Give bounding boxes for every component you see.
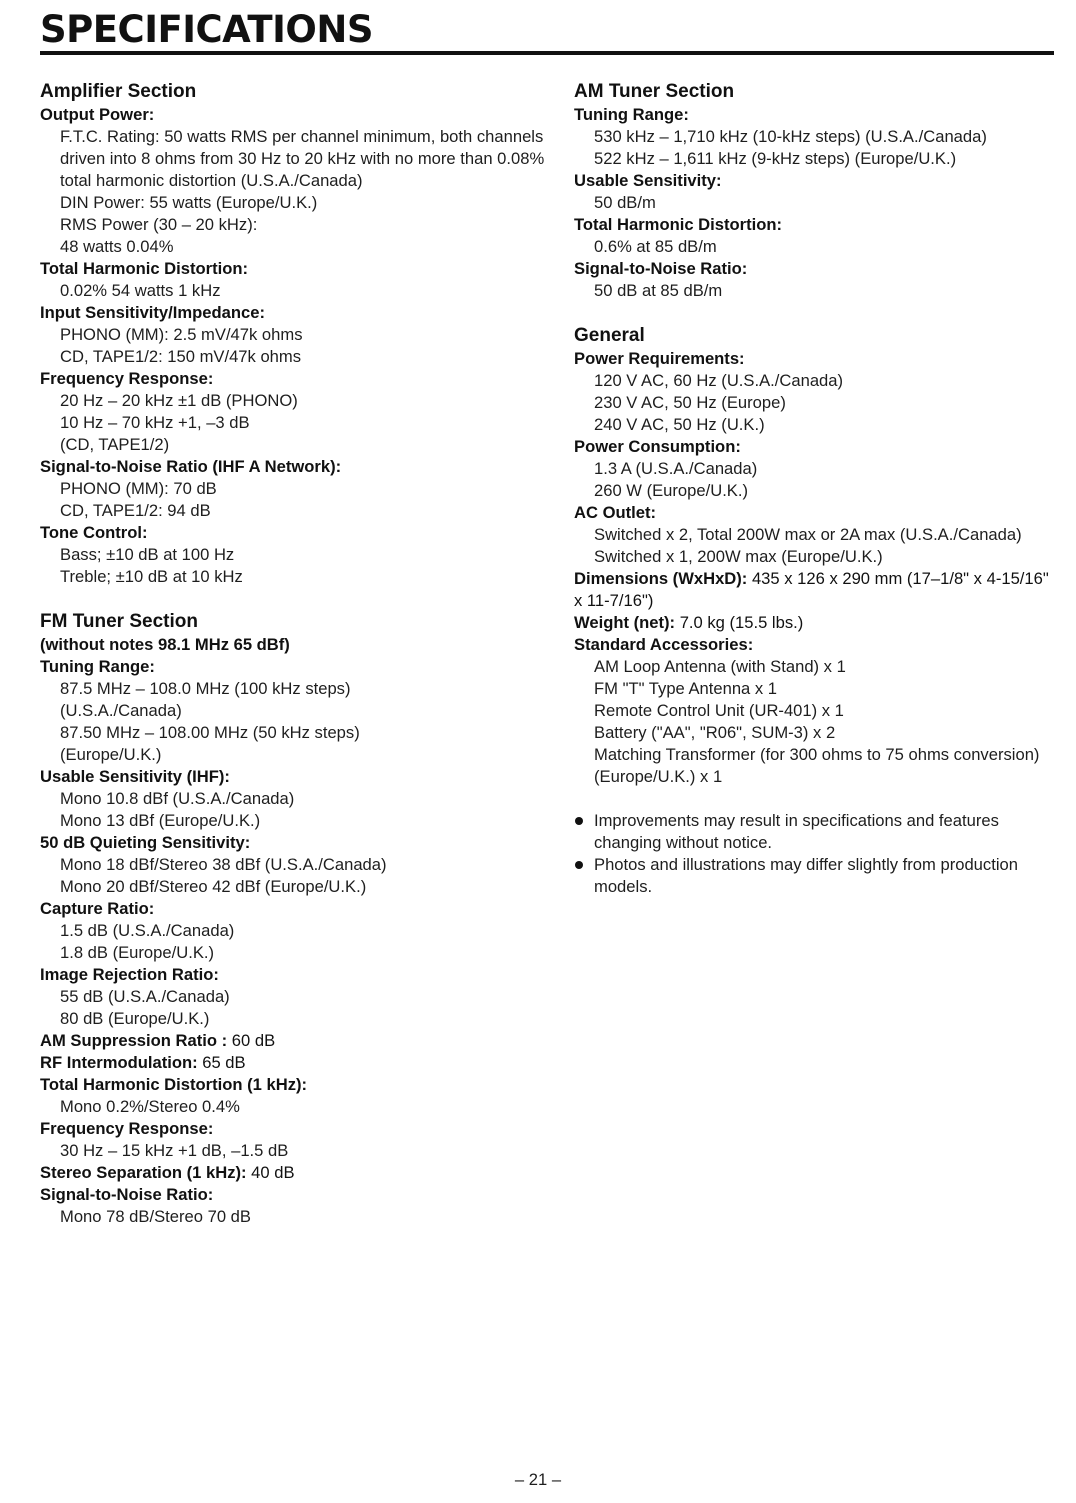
spec-value: Treble; ±10 dB at 10 kHz	[60, 567, 243, 586]
spec-label-text: Signal-to-Noise Ratio:	[40, 1185, 214, 1204]
spec-section	[40, 80, 550, 588]
note-item	[574, 810, 1054, 854]
spec-label	[40, 1030, 550, 1052]
section-subtitle: (without notes 98.1 MHz 65 dBf)	[40, 635, 290, 654]
spec-label-text: Dimensions (WxHxD):	[574, 569, 748, 588]
spec-label	[40, 832, 550, 854]
spec-value: 0.02% 54 watts 1 kHz	[60, 281, 221, 300]
spec-label-text: Input Sensitivity/Impedance:	[40, 303, 265, 322]
spec-value: PHONO (MM): 2.5 mV/47k ohms	[60, 325, 303, 344]
spec-value: 30 Hz – 15 kHz +1 dB, –1.5 dB	[60, 1141, 289, 1160]
spec-value: 120 V AC, 60 Hz (U.S.A./Canada)	[594, 371, 844, 390]
spec-value: F.T.C. Rating: 50 watts RMS per channel minimum, both channels driven into 8 ohms from 30 Hz to 20 kHz with no more than 0.08% total harmonic distortion (U.S.A./Canada)	[60, 127, 545, 190]
spec-value: 240 V AC, 50 Hz (U.K.)	[594, 415, 765, 434]
spec-value: 0.6% at 85 dB/m	[594, 237, 717, 256]
spec-item	[574, 258, 1054, 302]
spec-label	[574, 258, 1054, 280]
spec-label-text: Image Rejection Ratio:	[40, 965, 219, 984]
spec-value: 522 kHz – 1,611 kHz (9-kHz steps) (Europe/U.K.)	[594, 149, 957, 168]
page-number: – 21 –	[514, 1470, 562, 1489]
section-title: General	[574, 325, 645, 346]
page-title: SPECIFICATIONS	[40, 8, 373, 51]
spec-label	[40, 456, 550, 478]
spec-label	[40, 766, 550, 788]
spec-value: 55 dB (U.S.A./Canada)	[60, 987, 230, 1006]
spec-label-text: Tone Control:	[40, 523, 148, 542]
spec-label	[574, 348, 1054, 370]
spec-value: Mono 0.2%/Stereo 0.4%	[60, 1097, 240, 1116]
note-item	[574, 854, 1054, 898]
spec-value: FM "T" Type Antenna x 1	[594, 679, 778, 698]
spec-value: (Europe/U.K.)	[60, 745, 162, 764]
spec-label	[40, 898, 550, 920]
spec-value: AM Loop Antenna (with Stand) x 1	[594, 657, 846, 676]
spec-item	[40, 1030, 550, 1052]
spec-label-text: AC Outlet:	[574, 503, 657, 522]
spec-section	[40, 610, 550, 1228]
spec-label	[40, 258, 550, 280]
spec-label	[574, 104, 1054, 126]
note-text: Improvements may result in specifications and features changing without notice.	[594, 811, 999, 852]
spec-label-text: Usable Sensitivity:	[574, 171, 722, 190]
spec-inline-value: 40 dB	[246, 1163, 295, 1182]
spec-value: Mono 78 dB/Stereo 70 dB	[60, 1207, 251, 1226]
spec-value: DIN Power: 55 watts (Europe/U.K.)	[60, 193, 318, 212]
spec-label	[574, 214, 1054, 236]
spec-label-text: Standard Accessories:	[574, 635, 754, 654]
spec-label	[574, 568, 1054, 612]
spec-label-text: 50 dB Quieting Sensitivity:	[40, 833, 251, 852]
spec-item	[40, 302, 550, 368]
spec-label-text: Total Harmonic Distortion (1 kHz):	[40, 1075, 308, 1094]
spec-item	[40, 1074, 550, 1118]
spec-value: Switched x 2, Total 200W max or 2A max (U.S.A./Canada)	[594, 525, 1022, 544]
spec-item	[40, 522, 550, 588]
left-column	[40, 80, 550, 1228]
note-text: Photos and illustrations may differ slightly from production models.	[594, 855, 1018, 896]
spec-label-text: Signal-to-Noise Ratio (IHF A Network):	[40, 457, 342, 476]
spec-value: 87.50 MHz – 108.00 MHz (50 kHz steps)	[60, 723, 360, 742]
spec-item	[574, 348, 1054, 436]
spec-label-text: Stereo Separation (1 kHz):	[40, 1163, 247, 1182]
spec-value: Switched x 1, 200W max (Europe/U.K.)	[594, 547, 883, 566]
spec-value: PHONO (MM): 70 dB	[60, 479, 217, 498]
spec-section	[574, 80, 1054, 302]
spec-value: Remote Control Unit (UR-401) x 1	[594, 701, 844, 720]
notes-list	[574, 810, 1054, 898]
spec-label-text: Weight (net):	[574, 613, 676, 632]
spec-label-text: Frequency Response:	[40, 369, 214, 388]
spec-item	[574, 104, 1054, 170]
spec-label	[40, 1184, 550, 1206]
spec-value: CD, TAPE1/2: 150 mV/47k ohms	[60, 347, 302, 366]
spec-value: 530 kHz – 1,710 kHz (10-kHz steps) (U.S.A./Canada)	[594, 127, 987, 146]
spec-value: Bass; ±10 dB at 100 Hz	[60, 545, 235, 564]
spec-value: Battery ("AA", "R06", SUM-3) x 2	[594, 723, 836, 742]
right-column	[574, 80, 1054, 898]
spec-section	[574, 324, 1054, 788]
section-title: Amplifier Section	[40, 81, 197, 102]
spec-label-text: AM Suppression Ratio :	[40, 1031, 228, 1050]
spec-value: CD, TAPE1/2: 94 dB	[60, 501, 211, 520]
spec-label-text: Frequency Response:	[40, 1119, 214, 1138]
spec-item	[40, 104, 550, 258]
spec-value: Mono 10.8 dBf (U.S.A./Canada)	[60, 789, 295, 808]
spec-item	[40, 766, 550, 832]
spec-label-text: Tuning Range:	[40, 657, 155, 676]
spec-item	[574, 612, 1054, 634]
spec-value: 1.3 A (U.S.A./Canada)	[594, 459, 758, 478]
spec-item	[574, 502, 1054, 568]
spec-item	[40, 964, 550, 1030]
spec-label-text: Tuning Range:	[574, 105, 689, 124]
spec-inline-value: 60 dB	[227, 1031, 276, 1050]
bullet-icon	[575, 861, 583, 869]
spec-item	[40, 258, 550, 302]
spec-label	[40, 1052, 550, 1074]
spec-label-text: Output Power:	[40, 105, 155, 124]
section-title: AM Tuner Section	[574, 81, 735, 102]
spec-inline-value: 65 dB	[197, 1053, 246, 1072]
spec-item	[40, 456, 550, 522]
spec-label-text: RF Intermodulation:	[40, 1053, 198, 1072]
spec-item	[40, 832, 550, 898]
spec-item	[40, 368, 550, 456]
spec-label	[40, 522, 550, 544]
spec-value: 260 W (Europe/U.K.)	[594, 481, 749, 500]
spec-label-text: Total Harmonic Distortion:	[40, 259, 249, 278]
spec-value: 50 dB at 85 dB/m	[594, 281, 723, 300]
spec-value: Mono 20 dBf/Stereo 42 dBf (Europe/U.K.)	[60, 877, 367, 896]
spec-item	[574, 214, 1054, 258]
spec-label-text: Power Consumption:	[574, 437, 741, 456]
spec-value: (CD, TAPE1/2)	[60, 435, 170, 454]
spec-item	[574, 170, 1054, 214]
title-rule	[40, 51, 1054, 55]
spec-item	[40, 1052, 550, 1074]
spec-label	[574, 634, 1054, 656]
spec-item	[574, 568, 1054, 612]
spec-item	[40, 1184, 550, 1228]
spec-item	[40, 1162, 550, 1184]
spec-inline-value: 7.0 kg (15.5 lbs.)	[675, 613, 804, 632]
spec-value: RMS Power (30 – 20 kHz):	[60, 215, 258, 234]
spec-label	[40, 1118, 550, 1140]
spec-value: Matching Transformer (for 300 ohms to 75 ohms conversion)(Europe/U.K.) x 1	[594, 745, 1040, 786]
spec-label-text: Capture Ratio:	[40, 899, 155, 918]
spec-value: 230 V AC, 50 Hz (Europe)	[594, 393, 786, 412]
spec-value: 1.8 dB (Europe/U.K.)	[60, 943, 215, 962]
spec-item	[574, 634, 1054, 788]
spec-label	[40, 1074, 550, 1096]
spec-label-text: Total Harmonic Distortion:	[574, 215, 783, 234]
spec-label	[574, 170, 1054, 192]
spec-value: (U.S.A./Canada)	[60, 701, 182, 720]
spec-label	[40, 964, 550, 986]
spec-inline-value: 435 x 126 x 290 mm (17–1/8" x 4-15/16" x 11-7/16")	[574, 569, 1049, 610]
spec-label	[40, 104, 550, 126]
bullet-icon	[575, 817, 583, 825]
spec-label-text: Usable Sensitivity (IHF):	[40, 767, 230, 786]
spec-value: 80 dB (Europe/U.K.)	[60, 1009, 210, 1028]
spec-value: Mono 13 dBf (Europe/U.K.)	[60, 811, 261, 830]
spec-value: 20 Hz – 20 kHz ±1 dB (PHONO)	[60, 391, 298, 410]
spec-item	[40, 1118, 550, 1162]
spec-label-text: Power Requirements:	[574, 349, 745, 368]
spec-label	[574, 502, 1054, 524]
spec-label	[40, 1162, 550, 1184]
spec-label	[40, 656, 550, 678]
spec-label	[574, 612, 1054, 634]
spec-value: 1.5 dB (U.S.A./Canada)	[60, 921, 235, 940]
spec-value: 10 Hz – 70 kHz +1, –3 dB	[60, 413, 250, 432]
spec-value: 50 dB/m	[594, 193, 656, 212]
spec-value: 87.5 MHz – 108.0 MHz (100 kHz steps)	[60, 679, 351, 698]
spec-label	[40, 302, 550, 324]
spec-label-text: Signal-to-Noise Ratio:	[574, 259, 748, 278]
spec-item	[574, 436, 1054, 502]
spec-label	[574, 436, 1054, 458]
spec-value: 48 watts 0.04%	[60, 237, 174, 256]
spec-item	[40, 656, 550, 766]
spec-value: Mono 18 dBf/Stereo 38 dBf (U.S.A./Canada)	[60, 855, 387, 874]
section-title: FM Tuner Section	[40, 611, 198, 632]
spec-label	[40, 368, 550, 390]
spec-item	[40, 898, 550, 964]
